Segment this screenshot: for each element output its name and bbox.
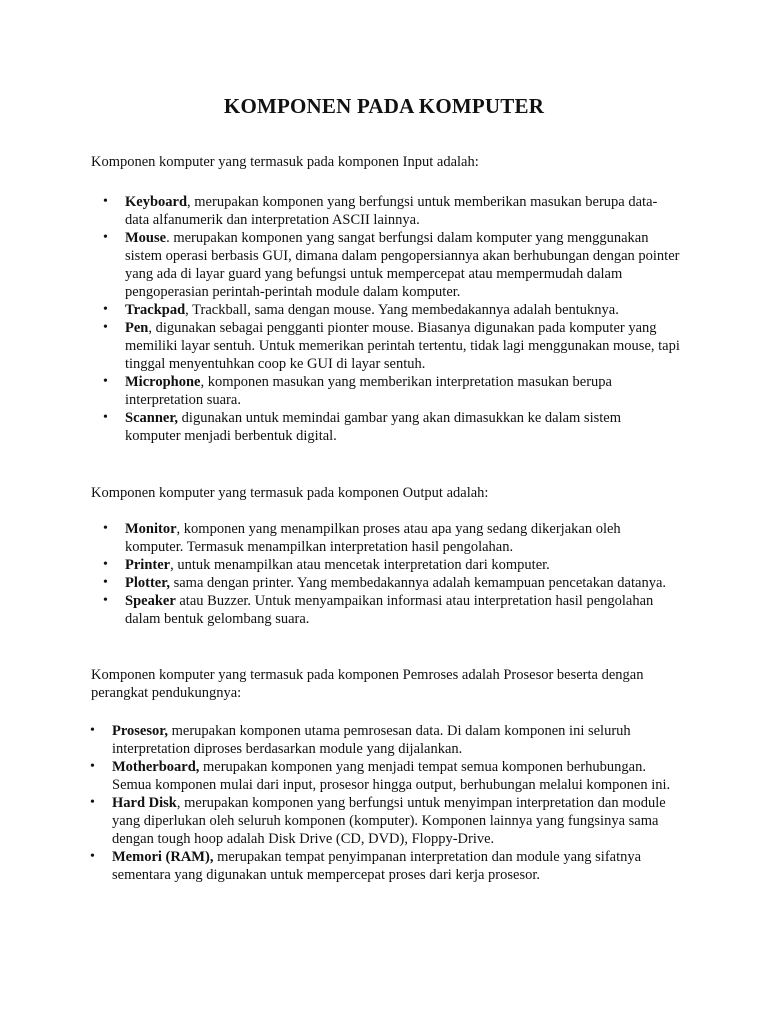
bullet-icon: • — [103, 230, 108, 245]
item-term: Hard Disk — [112, 795, 177, 811]
item-text: atau Buzzer. Untuk menyampaikan informasi atau interpretation hasil pengolahan dalam bentuk gelombang suara. — [125, 593, 654, 627]
item-text: merupakan tempat penyimpanan interpretation dan module yang sifatnya sementara yang digunakan untuk mempercepat proses dari kerja prosesor. — [112, 849, 642, 883]
item-text: , komponen masukan yang memberikan interpretation masukan berupa interpretation suara. — [125, 374, 612, 408]
item-term: Speaker — [125, 593, 176, 609]
item-text: , digunakan sebagai pengganti pionter mouse. Biasanya digunakan pada komputer yang memiliki layar sentuh. Untuk memerikan perintah tertentu, tidak lagi menggunakan mouse, tapi tinggal menyentuhkan coop ke GUI di layar sentuh. — [125, 320, 680, 372]
item-term: Memori (RAM), — [112, 849, 214, 865]
item-term: Plotter, — [125, 575, 170, 591]
bullet-icon: • — [103, 593, 108, 608]
item-text: , komponen yang menampilkan proses atau apa yang sedang dikerjakan oleh komputer. Termasuk menampilkan interpretation hasil pengolahan. — [125, 521, 621, 555]
list-item — [0, 794, 680, 848]
section-intro-input: Komponen komputer yang termasuk pada komponen Input adalah: — [91, 154, 479, 170]
section-intro-output: Komponen komputer yang termasuk pada komponen Output adalah: — [91, 485, 489, 501]
bullet-icon: • — [103, 410, 108, 425]
item-term: Scanner, — [125, 410, 179, 426]
item-text: , merupakan komponen yang berfungsi untuk memberikan masukan berupa data-data alfanumerik dan interpretation ASCII lainnya. — [125, 194, 658, 228]
output-component-list — [0, 520, 680, 628]
list-item — [0, 556, 680, 574]
bullet-icon: • — [103, 557, 108, 572]
item-term: Prosesor, — [112, 723, 168, 739]
bullet-icon: • — [103, 320, 108, 335]
list-item — [0, 409, 680, 445]
item-term: Motherboard, — [112, 759, 200, 775]
item-term: Microphone — [125, 374, 201, 390]
item-term: Printer — [125, 557, 171, 573]
item-text: , merupakan komponen yang berfungsi untuk menyimpan interpretation dan module yang diperlukan oleh seluruh komponen (komputer). Komponen lainnya yang fungsinya sama dengan tough hoop adalah Disk Drive (CD, DVD), Floppy-Drive. — [112, 795, 666, 847]
list-item — [0, 722, 680, 758]
item-text: . merupakan komponen yang sangat berfungsi dalam komputer yang menggunakan sistem operasi berbasis GUI, dimana dalam pengopersiannya akan berhubungan dengan pointer yang ada di layar guard yang befungsi untuk mempercepat atau mempermudah dalam pengoperasian perintah-perintah module dalam komputer. — [125, 230, 680, 300]
list-item — [0, 758, 680, 794]
item-text: merupakan komponen yang menjadi tempat semua komponen berhubungan. Semua komponen mulai dari input, prosesor hingga output, berhubungan melalui komponen ini. — [112, 759, 671, 793]
list-item — [0, 848, 680, 884]
item-text: sama dengan printer. Yang membedakannya adalah kemampuan pencetakan datanya. — [169, 575, 667, 591]
item-text: digunakan untuk memindai gambar yang akan dimasukkan ke dalam sistem komputer menjadi berbentuk digital. — [125, 410, 621, 444]
processor-component-list — [0, 722, 680, 884]
section-intro-processor: Komponen komputer yang termasuk pada komponen Pemroses adalah Prosesor beserta dengan perangkat pendukungnya: — [91, 667, 644, 701]
bullet-icon: • — [103, 302, 108, 317]
list-item — [0, 592, 680, 628]
list-item — [0, 373, 680, 409]
list-item — [0, 319, 680, 373]
input-component-list — [0, 193, 680, 445]
page-title: KOMPONEN PADA KOMPUTER — [223, 94, 545, 118]
item-term: Pen — [125, 320, 149, 336]
bullet-icon: • — [90, 723, 95, 738]
list-item — [0, 574, 680, 592]
bullet-icon: • — [103, 575, 108, 590]
bullet-icon: • — [90, 795, 95, 810]
list-item — [0, 193, 680, 229]
list-item — [0, 301, 680, 319]
list-item — [0, 520, 680, 556]
item-term: Monitor — [125, 521, 177, 537]
list-item — [0, 229, 680, 301]
item-term: Keyboard — [125, 194, 188, 210]
item-text: merupakan komponen utama pemrosesan data. Di dalam komponen ini seluruh interpretation diproses berdasarkan module yang dijalankan. — [112, 723, 631, 757]
bullet-icon: • — [103, 521, 108, 536]
bullet-icon: • — [90, 849, 95, 864]
bullet-icon: • — [90, 759, 95, 774]
bullet-icon: • — [103, 194, 108, 209]
item-text: , Trackball, sama dengan mouse. Yang membedakannya adalah bentuknya. — [185, 302, 619, 318]
item-term: Mouse — [125, 230, 167, 246]
bullet-icon: • — [103, 374, 108, 389]
item-term: Trackpad — [125, 302, 186, 318]
item-text: , untuk menampilkan atau mencetak interpretation dari komputer. — [170, 557, 550, 573]
